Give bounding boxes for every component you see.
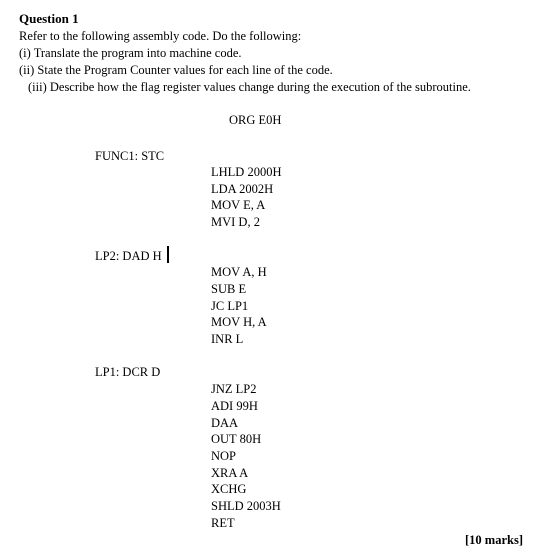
code-line: LHLD 2000H xyxy=(211,165,282,179)
code-line: MOV E, A xyxy=(211,198,266,212)
question-title: Question 1 xyxy=(19,11,79,26)
task-translate: (i) Translate the program into machine code. xyxy=(19,46,242,60)
org-directive: ORG E0H xyxy=(229,113,282,127)
label-func1: FUNC1: STC xyxy=(95,149,165,163)
code-line: DAA xyxy=(211,416,239,430)
code-line: RET xyxy=(211,516,235,530)
code-line: XRA A xyxy=(211,466,249,480)
marks-label: [10 marks] xyxy=(465,533,523,547)
code-line: JC LP1 xyxy=(211,299,249,313)
code-line: MOV A, H xyxy=(211,265,267,279)
text-cursor xyxy=(167,246,169,263)
label-lp1: LP1: DCR D xyxy=(95,365,161,379)
code-line: MVI D, 2 xyxy=(211,215,260,229)
task-flag-register: (iii) Describe how the flag register values change during the execution of the subroutine. xyxy=(28,80,471,94)
code-line: LDA 2002H xyxy=(211,182,274,196)
code-line: NOP xyxy=(211,449,237,463)
code-line: SUB E xyxy=(211,282,247,296)
question-intro: Refer to the following assembly code. Do the following: xyxy=(19,29,302,43)
code-line: INR L xyxy=(211,332,244,346)
code-line: OUT 80H xyxy=(211,432,262,446)
task-program-counter: (ii) State the Program Counter values for each line of the code. xyxy=(19,63,333,77)
label-lp2: LP2: DAD H xyxy=(95,249,162,263)
code-line: SHLD 2003H xyxy=(211,499,281,513)
code-line: XCHG xyxy=(211,482,247,496)
code-line: ADI 99H xyxy=(211,399,258,413)
code-line: MOV H, A xyxy=(211,315,267,329)
code-line: JNZ LP2 xyxy=(211,382,257,396)
